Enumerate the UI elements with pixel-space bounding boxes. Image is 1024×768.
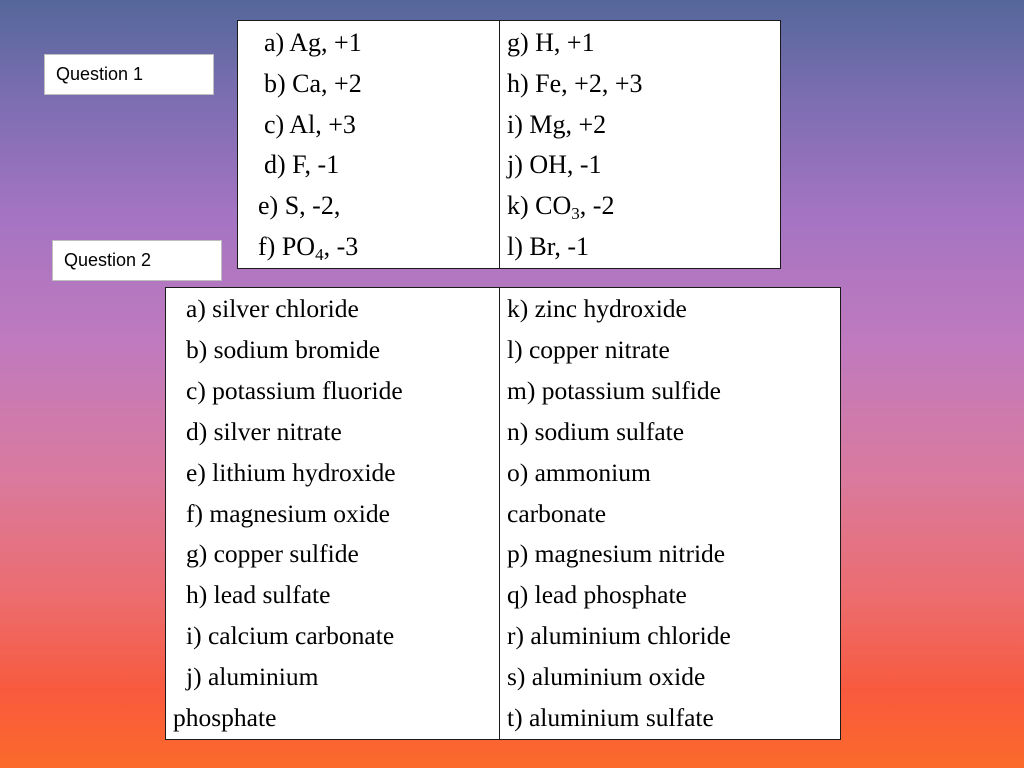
q2-item-n: n) sodium sulfate [507,416,685,446]
q2-item-j: j) aluminium [186,662,319,692]
question-1-label [44,54,214,95]
q1-item-f [238,227,499,268]
question-1-left-column [238,21,500,269]
q1-item-i: i) Mg, +2 [507,109,607,139]
q1-item-l: l) Br, -1 [507,231,589,261]
q2-item-e: e) lithium hydroxide [186,457,396,487]
question-1-right-column [500,21,781,269]
question-2-left-column [166,288,500,740]
q2-item-o: o) ammonium [507,457,651,487]
q1-item-h: h) Fe, +2, +3 [507,68,643,98]
q1-item-j: j) OH, -1 [507,150,602,180]
q2-item-o-continued: carbonate [507,498,607,528]
q2-item-f: f) magnesium oxide [186,498,390,528]
question-2-label [52,240,222,281]
q2-item-i: i) calcium carbonate [186,621,395,651]
question-1-table [237,20,781,269]
q2-item-q: q) lead phosphate [507,580,687,610]
q1-item-e: e) S, -2, [258,191,341,221]
q1-item-f-prefix: f) PO [258,231,316,261]
q1-item-k-subscript: 3 [571,204,580,224]
q1-item-f-suffix: , -3 [323,231,359,261]
q2-item-t: t) aluminium sulfate [507,703,714,733]
q2-item-b: b) sodium bromide [186,334,381,364]
q1-item-k-prefix: k) CO [507,191,572,221]
q2-item-j-continued: phosphate [173,703,277,733]
q1-item-b: b) Ca, +2 [264,68,362,98]
q1-item-g: g) H, +1 [507,28,595,57]
q2-item-c: c) potassium fluoride [186,375,403,405]
q2-item-a: a) silver chloride [186,294,359,323]
q2-item-h: h) lead sulfate [186,580,331,610]
q1-item-f-subscript: 4 [315,244,324,264]
q1-item-c: c) Al, +3 [264,109,356,139]
q1-item-d: d) F, -1 [264,150,340,180]
q2-item-l: l) copper nitrate [507,334,670,364]
q2-item-g: g) copper sulfide [186,539,359,569]
q2-item-m: m) potassium sulfide [507,375,721,405]
question-2-label-text: Question 2 [64,250,152,270]
question-2-table [165,287,841,740]
q1-item-k-suffix: , -2 [579,191,615,221]
q2-item-d: d) silver nitrate [186,416,342,446]
q1-item-a: a) Ag, +1 [264,28,362,57]
question-2-right-column [500,288,841,740]
q2-item-r: r) aluminium chloride [507,621,731,651]
question-1-label-text: Question 1 [56,64,144,84]
q2-item-s: s) aluminium oxide [507,662,706,692]
q2-item-p: p) magnesium nitride [507,539,726,569]
q1-item-k [507,186,780,227]
q2-item-k: k) zinc hydroxide [507,294,687,323]
